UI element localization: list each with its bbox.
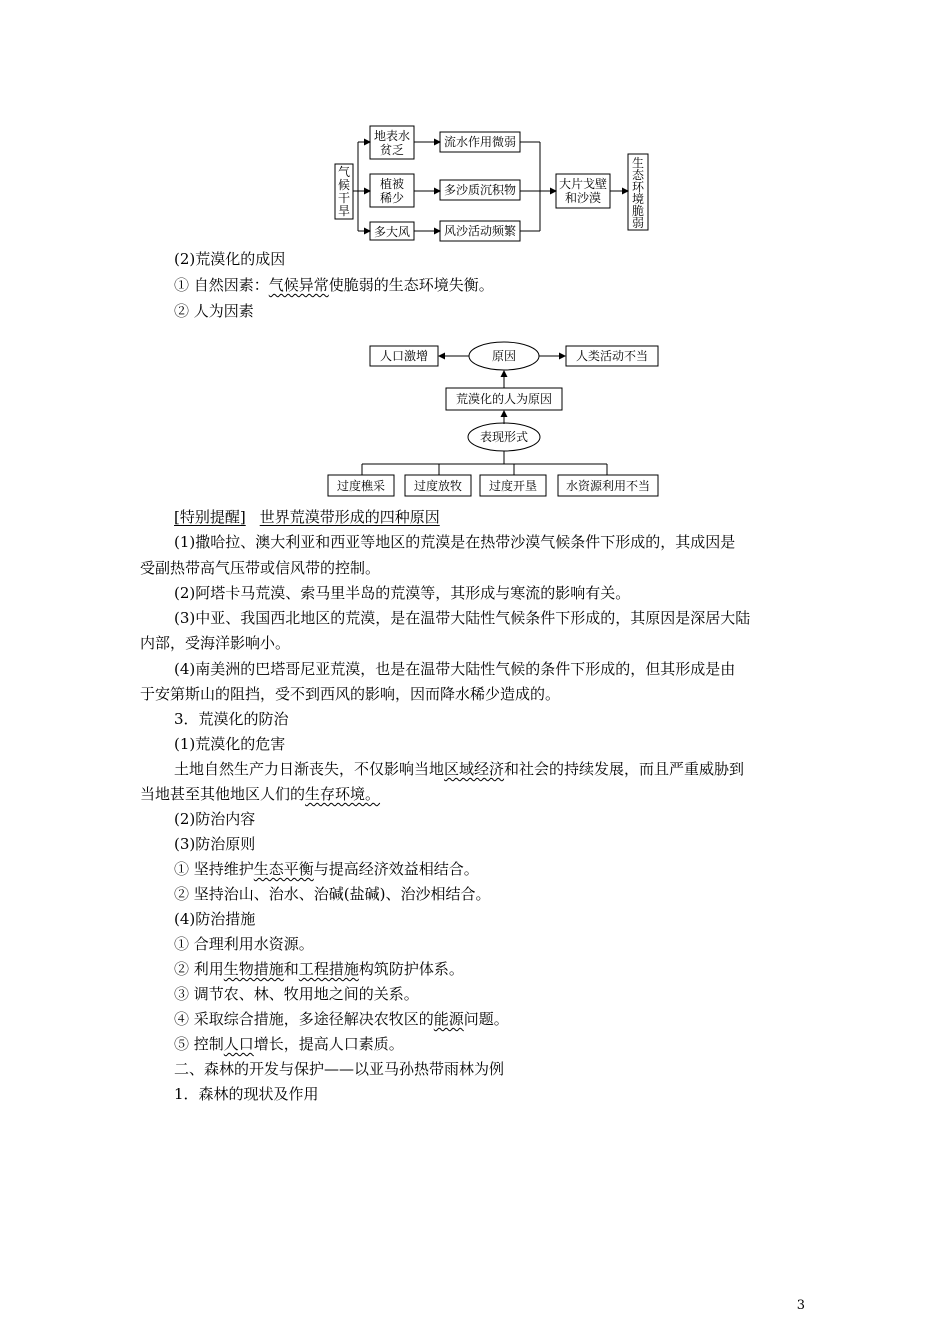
page-number: 3	[796, 1298, 805, 1313]
m5c: 增长，提高人口素质。	[253, 1035, 404, 1053]
m2-key-bio: 生物措施	[223, 960, 284, 978]
principle-heading: (3)防治原则	[174, 835, 256, 853]
pr1c: 与提高经济效益相结合。	[313, 860, 479, 878]
harm-a3: 和社会的持续发展，而且严重威胁到	[504, 760, 745, 778]
m4a: ④ 采取综合措施，多途径解决农牧区的	[174, 1010, 434, 1028]
final-c1: 生	[631, 156, 645, 170]
final-c5: 脆	[631, 204, 645, 218]
human-activity-label: 人类活动不当	[575, 349, 649, 363]
harm-line2	[140, 783, 380, 804]
d1-start-c1: 气	[337, 165, 351, 179]
line-natural-factor	[174, 274, 494, 295]
form-4-label: 水资源利用不当	[565, 479, 651, 493]
para4-line1: (4)南美洲的巴塔哥尼亚荒漠，也是在温带大陆性气候的条件下形成的，但其形成是由	[174, 660, 736, 678]
population-label: 人口激增	[379, 349, 429, 363]
measure-5	[174, 1033, 404, 1054]
d1-start-c4: 旱	[337, 204, 351, 218]
principle-1	[174, 858, 479, 879]
harm-key-economy: 区域经济	[444, 760, 505, 778]
m4-key: 能源	[433, 1010, 464, 1028]
natural-label: ① 自然因素：	[174, 276, 269, 294]
measures-heading: (4)防治措施	[174, 910, 256, 928]
d1-start-c2: 候	[337, 178, 351, 192]
final-c6: 弱	[631, 216, 645, 230]
cause-2-line-1: 植被	[379, 177, 405, 191]
final-c4: 境	[631, 192, 645, 206]
cause-2-line-2: 稀少	[379, 191, 405, 205]
para2: (2)阿塔卡马荒漠、索马里半岛的荒漠等，其形成与寒流的影响有关。	[174, 584, 631, 602]
human-causes-label: 荒漠化的人为原因	[455, 392, 553, 406]
tip-title: 世界荒漠带形成的四种原因	[259, 508, 440, 526]
cause-1-line-2: 贫乏	[379, 143, 405, 157]
line-causes-heading: (2)荒漠化的成因	[174, 250, 286, 268]
line-human-factor: ② 人为因素	[174, 302, 254, 320]
cause-3-label: 多大风	[373, 225, 411, 239]
para4-line2: 于安第斯山的阻挡，受不到西风的影响，因而降水稀少造成的。	[140, 685, 561, 703]
para3-line2: 内部，受海洋影响小。	[140, 634, 291, 652]
cause-1-line-1: 地表水	[373, 129, 411, 143]
measure-2	[174, 958, 464, 979]
m2c: 和	[283, 960, 299, 978]
harm-b1: 当地甚至其他地区人们的	[140, 785, 306, 803]
pr1-key: 生态平衡	[253, 860, 314, 878]
form-3-label: 过度开垦	[488, 479, 538, 493]
tip-label: [特别提醒]	[174, 508, 246, 526]
para3-line1: (3)中亚、我国西北地区的荒漠，是在温带大陆性气候条件下形成的，其原因是深居大陆	[174, 609, 751, 627]
section-2-1-heading: 1．森林的现状及作用	[174, 1085, 319, 1103]
m5-key: 人口	[223, 1035, 254, 1053]
result-line-1: 大片戈壁	[558, 177, 608, 191]
principle-2: ② 坚持治山、治水、治碱(盐碱)、治沙相结合。	[174, 885, 491, 903]
para1-line2: 受副热带高气压带或信风带的控制。	[140, 559, 381, 577]
result-line-2: 和沙漠	[564, 191, 602, 205]
natural-key: 气候异常	[268, 276, 329, 294]
section-2-heading: 二、森林的开发与保护——以亚马孙热带雨林为例	[174, 1060, 505, 1078]
form-2-label: 过度放牧	[413, 479, 463, 493]
human-causes-diagram	[322, 338, 664, 498]
form-1-label: 过度樵采	[336, 479, 386, 493]
measure-3: ③ 调节农、林、牧用地之间的关系。	[174, 985, 419, 1003]
pr1a: ① 坚持维护	[174, 860, 254, 878]
para1-line1: (1)撒哈拉、澳大利亚和西亚等地区的荒漠是在热带沙漠气候条件下形成的，其成因是	[174, 533, 736, 551]
harm-heading: (1)荒漠化的危害	[174, 735, 286, 753]
m2e: 构筑防护体系。	[358, 960, 464, 978]
m2a: ② 利用	[174, 960, 224, 978]
effect-3-label: 风沙活动频繁	[443, 224, 517, 238]
arid-climate-flow-diagram	[330, 124, 655, 244]
harm-a1: 土地自然生产力日渐丧失，不仅影响当地	[174, 760, 445, 778]
forms-label: 表现形式	[479, 430, 529, 444]
reason-label: 原因	[491, 349, 517, 363]
content-heading: (2)防治内容	[174, 810, 256, 828]
measure-1: ① 合理利用水资源。	[174, 935, 314, 953]
m5a: ⑤ 控制	[174, 1035, 224, 1053]
final-c2: 态	[631, 168, 645, 182]
d1-start-c3: 干	[337, 191, 351, 205]
special-tip	[174, 506, 440, 527]
final-c3: 环	[631, 180, 645, 194]
effect-1-label: 流水作用微弱	[443, 135, 517, 149]
effect-2-label: 多沙质沉积物	[443, 183, 517, 197]
measure-4	[174, 1008, 509, 1029]
harm-key-environment: 生存环境。	[305, 785, 381, 803]
natural-rest: 使脆弱的生态环境失衡。	[328, 276, 494, 294]
harm-line1	[174, 758, 744, 779]
m2-key-eng: 工程措施	[298, 960, 359, 978]
m4c: 问题。	[463, 1010, 509, 1028]
section-3-heading: 3．荒漠化的防治	[174, 710, 289, 728]
